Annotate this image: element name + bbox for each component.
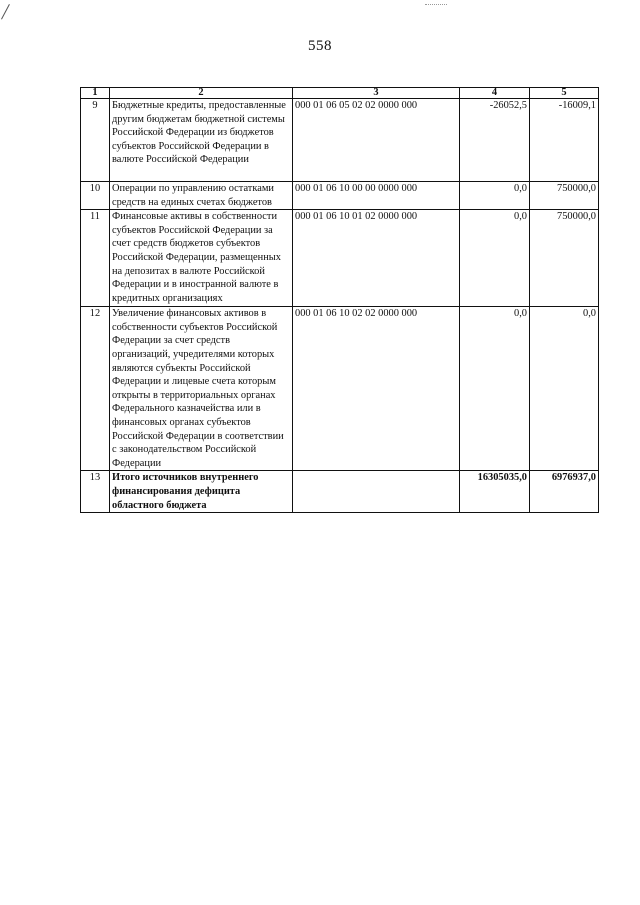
row-value-col5: 750000,0 xyxy=(530,210,599,307)
row-value-col4: -26052,5 xyxy=(460,99,530,182)
table-row xyxy=(81,210,599,307)
header-col-1: 1 xyxy=(81,88,110,99)
row-number: 10 xyxy=(81,182,110,210)
row-code: 000 01 06 10 00 00 0000 000 xyxy=(293,182,460,210)
row-name: Финансовые активы в собственности субъектов Российской Федерации за счет средств бюджетов субъектов Российской Федерации, размещенных на депозитах в валюте Российской Федерации и в иностранной валюте в кредитных организациях xyxy=(110,210,293,307)
table-row xyxy=(81,182,599,210)
table-total-row xyxy=(81,471,599,513)
header-col-5: 5 xyxy=(530,88,599,99)
table-row xyxy=(81,307,599,471)
row-number: 11 xyxy=(81,210,110,307)
table-row xyxy=(81,99,599,182)
budget-sources-table xyxy=(80,87,599,513)
row-code xyxy=(293,471,460,513)
row-code: 000 01 06 10 01 02 0000 000 xyxy=(293,210,460,307)
row-value-col4: 0,0 xyxy=(460,210,530,307)
row-value-col4: 0,0 xyxy=(460,307,530,471)
row-name: Бюджетные кредиты, предоставленные другим бюджетам бюджетной системы Российской Федерации из бюджетов субъектов Российской Федерации в валюте Российской Федерации xyxy=(110,99,293,182)
row-name: Увеличение финансовых активов в собственности субъектов Российской Федерации за счет средств организаций, учредителями которых являются субъекты Российской Федерации и лицевые счета которым открыты в территориальных органах Федерального казначейства или в финансовых органах субъектов Российской Федерации в соответствии с законодательством Российской Федерации xyxy=(110,307,293,471)
row-value-col5: 0,0 xyxy=(530,307,599,471)
row-name: Операции по управлению остатками средств на единых счетах бюджетов xyxy=(110,182,293,210)
row-value-col4: 0,0 xyxy=(460,182,530,210)
header-col-4: 4 xyxy=(460,88,530,99)
scan-artifact xyxy=(425,4,447,6)
pen-mark xyxy=(1,4,10,19)
table-header-row xyxy=(81,88,599,99)
header-col-3: 3 xyxy=(293,88,460,99)
header-col-2: 2 xyxy=(110,88,293,99)
row-code: 000 01 06 05 02 02 0000 000 xyxy=(293,99,460,182)
row-value-col5: 750000,0 xyxy=(530,182,599,210)
row-number: 13 xyxy=(81,471,110,513)
row-value-col5: -16009,1 xyxy=(530,99,599,182)
row-number: 12 xyxy=(81,307,110,471)
row-value-col5: 6976937,0 xyxy=(530,471,599,513)
page-number: 558 xyxy=(308,38,332,54)
row-number: 9 xyxy=(81,99,110,182)
row-name: Итого источников внутреннего финансирования дефицита областного бюджета xyxy=(110,471,293,513)
row-value-col4: 16305035,0 xyxy=(460,471,530,513)
row-code: 000 01 06 10 02 02 0000 000 xyxy=(293,307,460,471)
